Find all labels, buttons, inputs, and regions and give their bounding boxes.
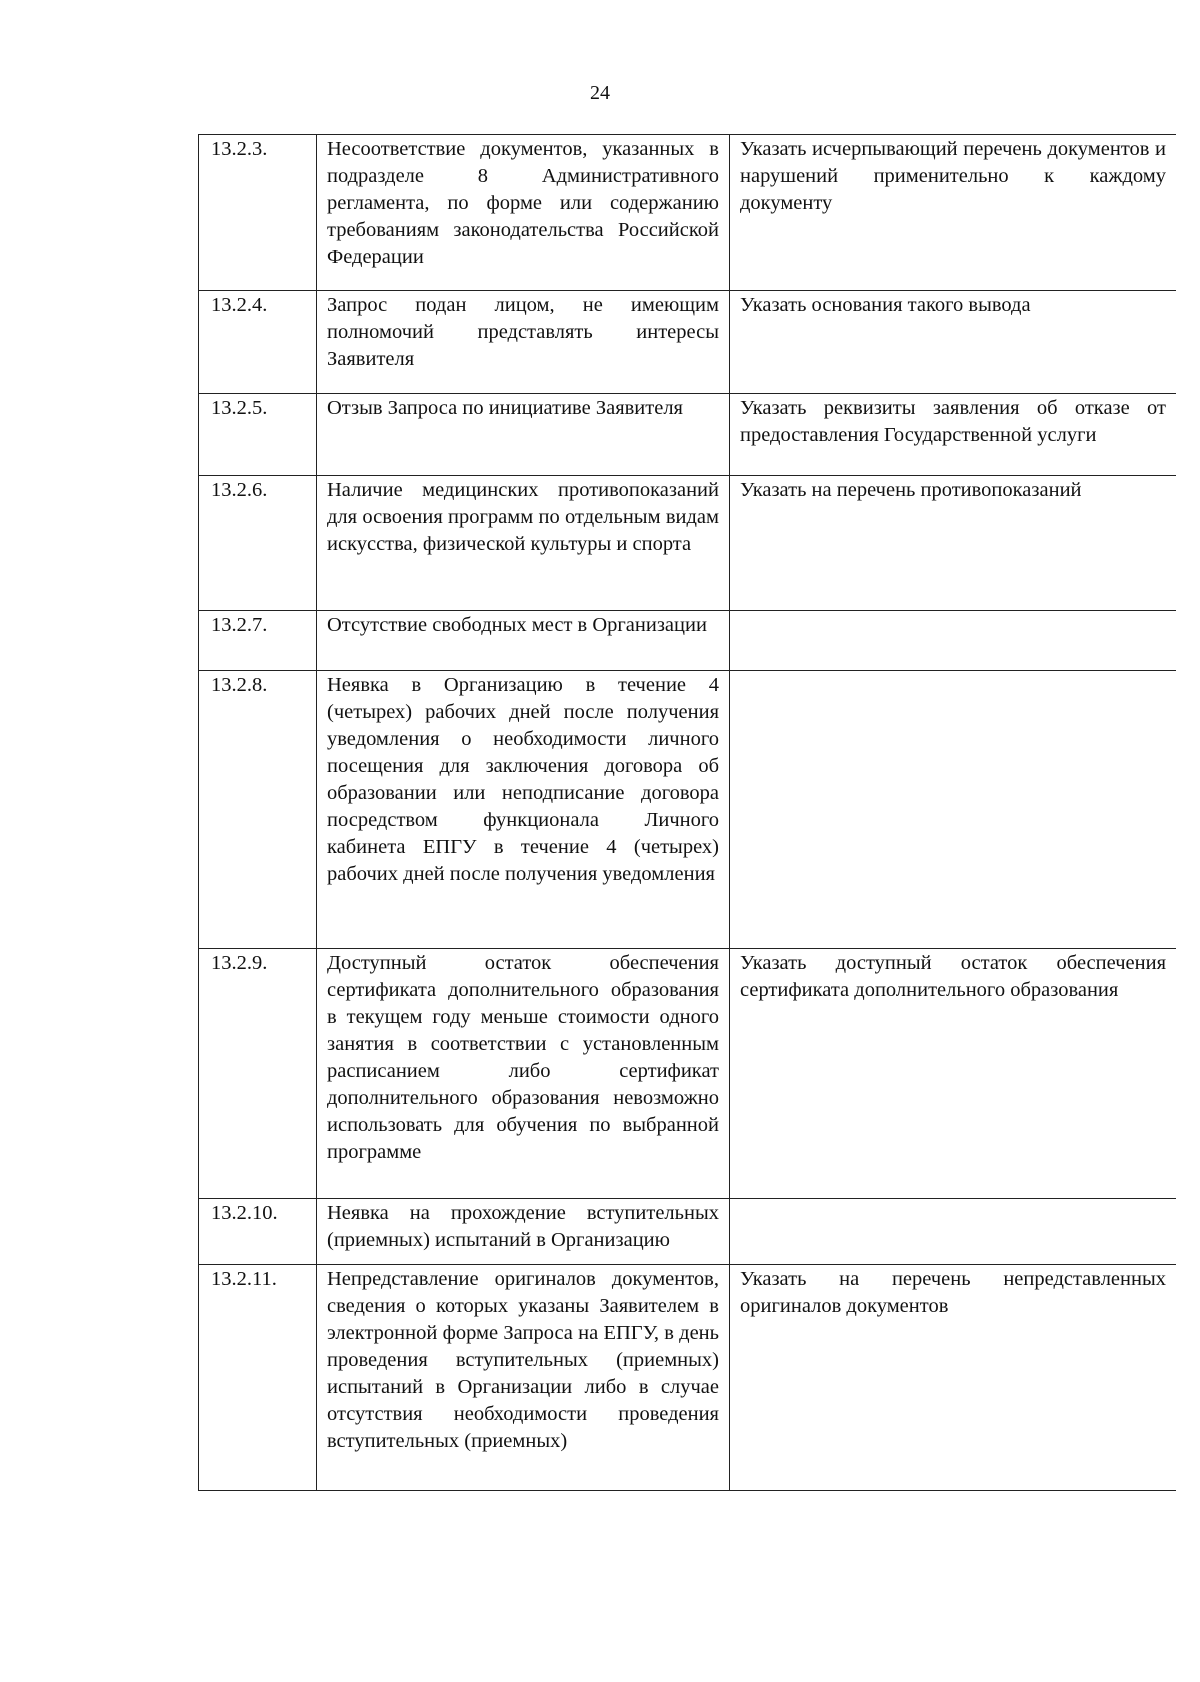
refusal-reason: Доступный остаток обеспечения сертификата дополнительного образования в текущем году меньше стоимости одного занятия в соответствии с установленным расписанием либо сертификат дополнительного образования невозможно использовать для обучения по выбранной программе [317, 949, 730, 1199]
refusal-explanation: Указать на перечень противопоказаний [730, 476, 1177, 611]
refusal-reason: Несоответствие документов, указанных в подразделе 8 Административного регламента, по форме или содержанию требованиям законодательства Российской Федерации [317, 135, 730, 291]
row-number: 13.2.9. [199, 949, 317, 1199]
refusal-explanation: Указать исчерпывающий перечень документов и нарушений применительно к каждому документу [730, 135, 1177, 291]
page-number: 24 [590, 82, 610, 104]
refusal-reason: Неявка на прохождение вступительных (приемных) испытаний в Организацию [317, 1199, 730, 1265]
refusal-grounds-table [198, 134, 1176, 1491]
table-row [199, 1265, 1177, 1491]
refusal-explanation [730, 1199, 1177, 1265]
table-row [199, 135, 1177, 291]
table-row [199, 394, 1177, 476]
refusal-reason: Отзыв Запроса по инициативе Заявителя [317, 394, 730, 476]
row-number: 13.2.3. [199, 135, 317, 291]
refusal-explanation [730, 611, 1177, 671]
refusal-explanation: Указать основания такого вывода [730, 291, 1177, 394]
row-number: 13.2.6. [199, 476, 317, 611]
table-row [199, 671, 1177, 949]
row-number: 13.2.11. [199, 1265, 317, 1491]
table-row [199, 1199, 1177, 1265]
row-number: 13.2.10. [199, 1199, 317, 1265]
table-row [199, 949, 1177, 1199]
refusal-explanation [730, 671, 1177, 949]
refusal-reason: Отсутствие свободных мест в Организации [317, 611, 730, 671]
table-row [199, 611, 1177, 671]
table-row [199, 476, 1177, 611]
refusal-reason: Непредставление оригиналов документов, сведения о которых указаны Заявителем в электронной форме Запроса на ЕПГУ, в день проведения вступительных (приемных) испытаний в Организации либо в случае отсутствия необходимости проведения вступительных (приемных) [317, 1265, 730, 1491]
refusal-explanation: Указать реквизиты заявления об отказе от предоставления Государственной услуги [730, 394, 1177, 476]
refusal-explanation: Указать доступный остаток обеспечения сертификата дополнительного образования [730, 949, 1177, 1199]
refusal-explanation: Указать на перечень непредставленных оригиналов документов [730, 1265, 1177, 1491]
refusal-reason: Запрос подан лицом, не имеющим полномочий представлять интересы Заявителя [317, 291, 730, 394]
row-number: 13.2.8. [199, 671, 317, 949]
row-number: 13.2.7. [199, 611, 317, 671]
refusal-reason: Наличие медицинских противопоказаний для освоения программ по отдельным видам искусства, физической культуры и спорта [317, 476, 730, 611]
refusal-reason: Неявка в Организацию в течение 4 (четырех) рабочих дней после получения уведомления о необходимости личного посещения для заключения договора об образовании или неподписание договора посредством функционала Личного кабинета ЕПГУ в течение 4 (четырех) рабочих дней после получения уведомления [317, 671, 730, 949]
table-row [199, 291, 1177, 394]
row-number: 13.2.5. [199, 394, 317, 476]
row-number: 13.2.4. [199, 291, 317, 394]
